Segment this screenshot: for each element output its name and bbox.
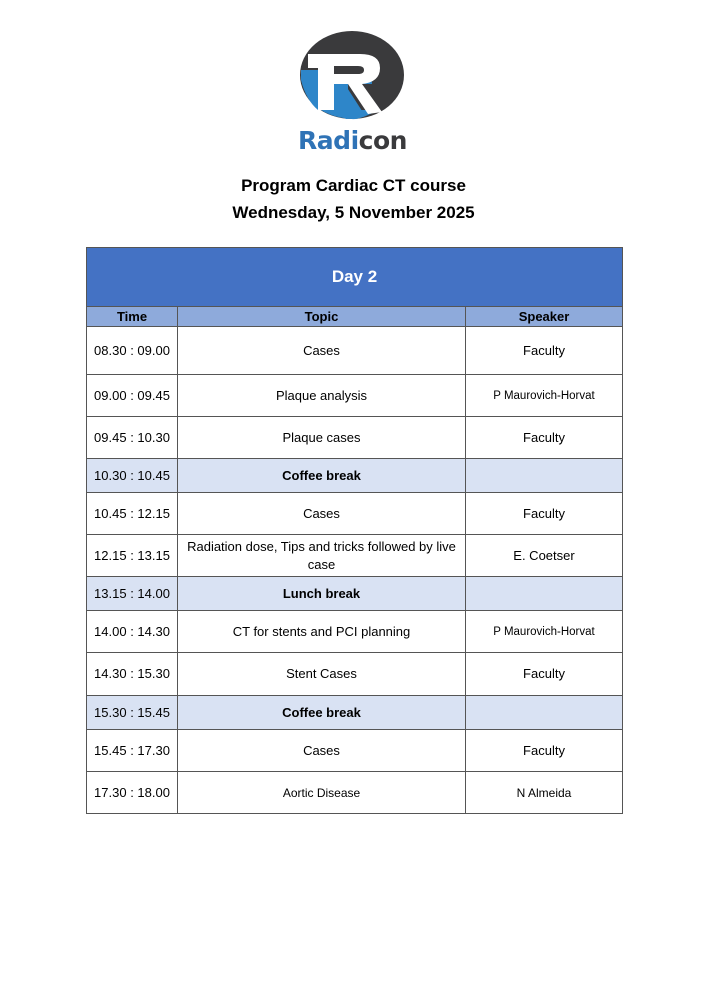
- speaker-cell: Faculty: [466, 653, 623, 696]
- day-label: Day 2: [87, 248, 623, 307]
- topic-cell: Plaque analysis: [178, 375, 466, 417]
- table-row: [87, 772, 623, 814]
- speaker-cell: E. Coetser: [466, 535, 623, 577]
- speaker-cell: Faculty: [466, 327, 623, 375]
- time-cell: 13.15 : 14.00: [87, 577, 178, 611]
- table-row: [87, 730, 623, 772]
- time-cell: 10.30 : 10.45: [87, 459, 178, 493]
- column-header-row: [87, 307, 623, 327]
- time-cell: 09.45 : 10.30: [87, 417, 178, 459]
- topic-cell: Cases: [178, 327, 466, 375]
- topic-cell: Cases: [178, 493, 466, 535]
- topic-cell: Coffee break: [178, 459, 466, 493]
- time-cell: 10.45 : 12.15: [87, 493, 178, 535]
- break-row: [87, 696, 623, 730]
- break-row: [87, 577, 623, 611]
- time-cell: 15.45 : 17.30: [87, 730, 178, 772]
- speaker-cell: Faculty: [466, 730, 623, 772]
- time-cell: 12.15 : 13.15: [87, 535, 178, 577]
- break-row: [87, 459, 623, 493]
- time-cell: 15.30 : 15.45: [87, 696, 178, 730]
- radicon-logo: [295, 30, 410, 155]
- topic-cell: CT for stents and PCI planning: [178, 611, 466, 653]
- time-cell: 08.30 : 09.00: [87, 327, 178, 375]
- radicon-wordmark: [295, 125, 410, 157]
- day-header-row: [87, 248, 623, 307]
- time-cell: 09.00 : 09.45: [87, 375, 178, 417]
- speaker-cell: [466, 696, 623, 730]
- schedule-table: [86, 247, 623, 814]
- speaker-cell: Faculty: [466, 493, 623, 535]
- speaker-cell: P Maurovich-Horvat: [466, 375, 623, 417]
- topic-cell: Stent Cases: [178, 653, 466, 696]
- topic-cell: Coffee break: [178, 696, 466, 730]
- speaker-cell: [466, 577, 623, 611]
- topic-cell: Lunch break: [178, 577, 466, 611]
- speaker-cell: P Maurovich-Horvat: [466, 611, 623, 653]
- page-title: Program Cardiac CT course: [241, 176, 466, 195]
- column-header-time: Time: [87, 307, 178, 327]
- speaker-cell: N Almeida: [466, 772, 623, 814]
- table-row: [87, 611, 623, 653]
- table-row: [87, 327, 623, 375]
- column-header-topic: Topic: [178, 307, 466, 327]
- table-row: [87, 375, 623, 417]
- radicon-logo-icon: [300, 30, 404, 120]
- speaker-cell: Faculty: [466, 417, 623, 459]
- table-row: [87, 493, 623, 535]
- time-cell: 17.30 : 18.00: [87, 772, 178, 814]
- topic-cell: Radiation dose, Tips and tricks followed by live case: [178, 535, 466, 577]
- table-row: [87, 417, 623, 459]
- topic-cell: Plaque cases: [178, 417, 466, 459]
- table-row: [87, 535, 623, 577]
- column-header-speaker: Speaker: [466, 307, 623, 327]
- time-cell: 14.00 : 14.30: [87, 611, 178, 653]
- table-row: [87, 653, 623, 696]
- topic-cell: Aortic Disease: [178, 772, 466, 814]
- speaker-cell: [466, 459, 623, 493]
- page-date: Wednesday, 5 November 2025: [232, 203, 475, 222]
- topic-cell: Cases: [178, 730, 466, 772]
- time-cell: 14.30 : 15.30: [87, 653, 178, 696]
- logo-text-part1: Radi: [298, 126, 359, 155]
- logo-text-part2: con: [358, 126, 407, 155]
